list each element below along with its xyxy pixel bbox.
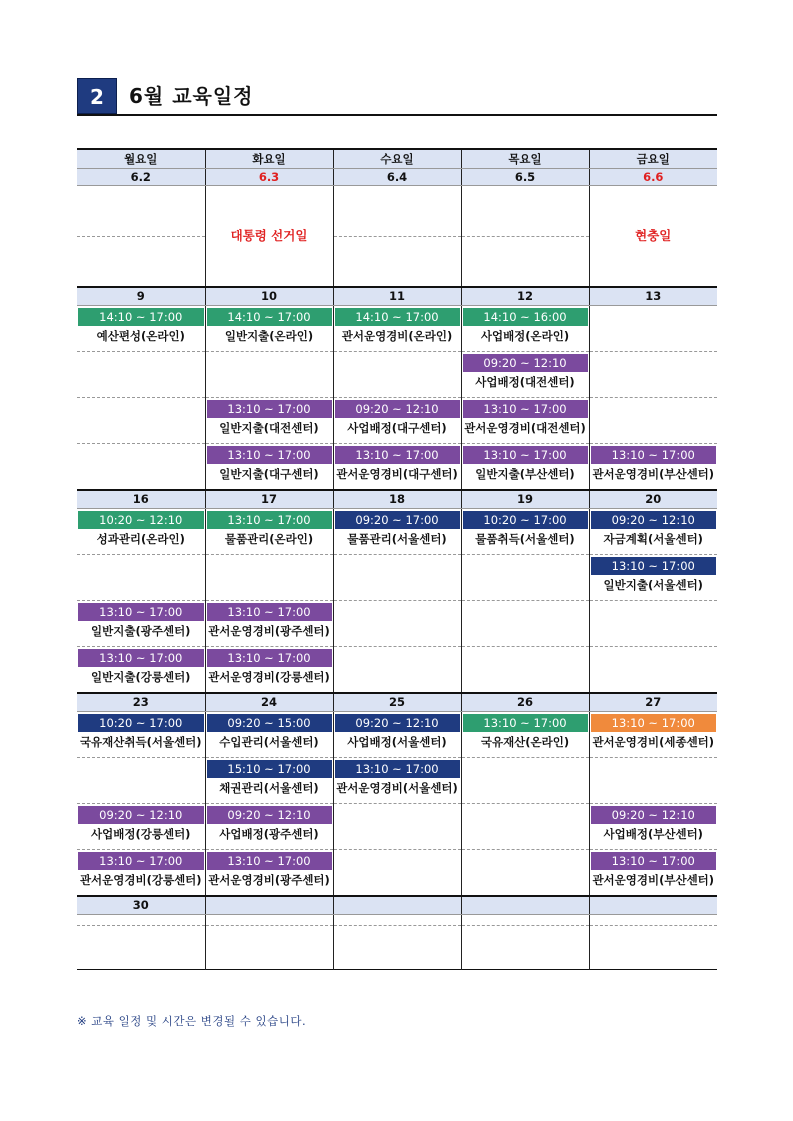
course-event bbox=[77, 852, 205, 895]
course-event bbox=[77, 308, 205, 351]
day-cell bbox=[333, 352, 461, 398]
course-event bbox=[462, 714, 589, 757]
course-time: 13:10 ~ 17:00 bbox=[207, 511, 332, 529]
course-time: 13:10 ~ 17:00 bbox=[207, 446, 332, 464]
day-cell bbox=[77, 647, 205, 694]
day-cell bbox=[333, 601, 461, 647]
day-cell bbox=[77, 555, 205, 601]
day-cell bbox=[205, 758, 333, 804]
course-name: 일반지출(대전센터) bbox=[219, 421, 319, 435]
course-time: 13:10 ~ 17:00 bbox=[207, 852, 332, 870]
course-event bbox=[462, 354, 589, 397]
day-cell bbox=[77, 758, 205, 804]
date-cell: 17 bbox=[205, 490, 333, 509]
date-cell: 20 bbox=[589, 490, 717, 509]
empty-slot bbox=[77, 352, 205, 395]
day-cell bbox=[589, 352, 717, 398]
course-time: 14:10 ~ 17:00 bbox=[207, 308, 332, 326]
holiday-label: 현충일 bbox=[635, 228, 672, 243]
course-name: 일반지출(강릉센터) bbox=[91, 670, 191, 684]
schedule-calendar bbox=[77, 148, 717, 970]
date-cell: 16 bbox=[77, 490, 205, 509]
course-time: 13:10 ~ 17:00 bbox=[78, 603, 204, 621]
empty-slot bbox=[590, 647, 718, 690]
date-cell: 6.4 bbox=[333, 169, 461, 186]
day-cell bbox=[461, 850, 589, 897]
course-name: 관서운영경비(온라인) bbox=[341, 329, 453, 343]
course-name: 물품취득(서울센터) bbox=[475, 532, 575, 546]
weekday-mon: 월요일 bbox=[77, 149, 205, 169]
date-cell bbox=[205, 896, 333, 915]
date-cell: 6.5 bbox=[461, 169, 589, 186]
course-name: 사업배정(대구센터) bbox=[347, 421, 447, 435]
course-event bbox=[206, 400, 333, 443]
date-cell: 13 bbox=[589, 287, 717, 306]
day-cell bbox=[333, 444, 461, 491]
course-time: 13:10 ~ 17:00 bbox=[207, 603, 332, 621]
course-event bbox=[206, 806, 333, 849]
day-cell bbox=[205, 186, 333, 288]
divider bbox=[334, 236, 461, 237]
date-cell: 18 bbox=[333, 490, 461, 509]
course-event bbox=[590, 714, 718, 757]
date-cell: 12 bbox=[461, 287, 589, 306]
course-event bbox=[77, 511, 205, 554]
course-time: 13:10 ~ 17:00 bbox=[78, 649, 204, 667]
course-name: 관서운영경비(강릉센터) bbox=[208, 670, 330, 684]
course-event bbox=[462, 400, 589, 443]
course-time: 10:20 ~ 17:00 bbox=[463, 511, 588, 529]
day-cell bbox=[589, 306, 717, 352]
date-cell: 30 bbox=[77, 896, 205, 915]
day-cell bbox=[77, 444, 205, 491]
divider bbox=[77, 925, 205, 926]
course-time: 13:10 ~ 17:00 bbox=[591, 557, 717, 575]
week-date-row bbox=[77, 490, 717, 509]
course-name: 일반지출(온라인) bbox=[224, 329, 314, 343]
day-cell bbox=[589, 804, 717, 850]
course-name: 관서운영경비(광주센터) bbox=[208, 873, 330, 887]
day-cell bbox=[205, 444, 333, 491]
course-time: 09:20 ~ 12:10 bbox=[591, 806, 717, 824]
day-cell bbox=[205, 712, 333, 758]
course-name: 관서운영경비(부산센터) bbox=[592, 467, 715, 481]
day-cell bbox=[205, 509, 333, 555]
day-cell bbox=[333, 647, 461, 694]
empty-slot bbox=[334, 352, 461, 395]
course-name: 사업배정(광주센터) bbox=[219, 827, 319, 841]
course-event bbox=[334, 400, 461, 443]
course-name: 국유재산(온라인) bbox=[480, 735, 570, 749]
day-cell bbox=[333, 712, 461, 758]
last-week-event-row bbox=[77, 915, 717, 970]
day-cell bbox=[333, 306, 461, 352]
course-event bbox=[334, 714, 461, 757]
day-cell bbox=[461, 186, 589, 288]
weekday-tue: 화요일 bbox=[205, 149, 333, 169]
day-cell bbox=[461, 915, 589, 970]
day-cell bbox=[205, 398, 333, 444]
empty-slot bbox=[334, 804, 461, 847]
course-event bbox=[206, 760, 333, 803]
course-event bbox=[206, 714, 333, 757]
divider bbox=[206, 925, 333, 926]
course-name: 관서운영경비(대구센터) bbox=[336, 467, 458, 481]
weekday-thu: 목요일 bbox=[461, 149, 589, 169]
empty-slot bbox=[77, 555, 205, 598]
page-title: 6월 교육일정 bbox=[129, 84, 254, 108]
day-cell bbox=[333, 398, 461, 444]
course-time: 13:10 ~ 17:00 bbox=[78, 852, 204, 870]
day-cell bbox=[333, 850, 461, 897]
day-cell bbox=[77, 306, 205, 352]
weekday-fri: 금요일 bbox=[589, 149, 717, 169]
day-cell bbox=[589, 712, 717, 758]
week1-event-row bbox=[77, 186, 717, 288]
course-event bbox=[334, 308, 461, 351]
date-cell: 24 bbox=[205, 693, 333, 712]
day-cell bbox=[205, 601, 333, 647]
course-event bbox=[77, 603, 205, 646]
empty-slot bbox=[334, 555, 461, 598]
divider bbox=[334, 925, 461, 926]
date-cell-holiday: 6.3 bbox=[205, 169, 333, 186]
empty-slot bbox=[206, 352, 333, 395]
day-cell bbox=[77, 601, 205, 647]
day-cell bbox=[205, 804, 333, 850]
day-cell bbox=[333, 509, 461, 555]
time-slot-row bbox=[77, 758, 717, 804]
day-cell bbox=[589, 555, 717, 601]
week1-date-row bbox=[77, 169, 717, 186]
course-name: 관서운영경비(부산센터) bbox=[592, 873, 715, 887]
course-name: 사업배정(강릉센터) bbox=[91, 827, 191, 841]
course-event bbox=[590, 446, 718, 489]
course-time: 13:10 ~ 17:00 bbox=[463, 714, 588, 732]
course-event bbox=[334, 511, 461, 554]
course-name: 일반지출(부산센터) bbox=[475, 467, 575, 481]
time-slot-row bbox=[77, 601, 717, 647]
course-name: 수입관리(서울센터) bbox=[219, 735, 319, 749]
time-slot-row bbox=[77, 804, 717, 850]
course-event bbox=[462, 446, 589, 489]
divider bbox=[462, 236, 589, 237]
course-time: 09:20 ~ 12:10 bbox=[591, 511, 717, 529]
day-cell bbox=[333, 804, 461, 850]
course-event bbox=[462, 308, 589, 351]
date-cell: 11 bbox=[333, 287, 461, 306]
course-event bbox=[206, 649, 333, 692]
course-name: 채권관리(서울센터) bbox=[219, 781, 319, 795]
course-time: 10:20 ~ 17:00 bbox=[78, 714, 204, 732]
section-header bbox=[77, 78, 717, 116]
course-event bbox=[206, 603, 333, 646]
course-name: 일반지출(광주센터) bbox=[91, 624, 191, 638]
date-cell: 23 bbox=[77, 693, 205, 712]
empty-slot bbox=[590, 398, 718, 441]
course-name: 관서운영경비(서울센터) bbox=[336, 781, 458, 795]
course-name: 국유재산취득(서울센터) bbox=[79, 735, 202, 749]
course-event bbox=[462, 511, 589, 554]
course-time: 09:20 ~ 12:10 bbox=[78, 806, 204, 824]
course-time: 09:20 ~ 15:00 bbox=[207, 714, 332, 732]
day-cell bbox=[461, 555, 589, 601]
day-cell bbox=[333, 915, 461, 970]
date-cell: 9 bbox=[77, 287, 205, 306]
course-time: 15:10 ~ 17:00 bbox=[207, 760, 332, 778]
day-cell bbox=[205, 352, 333, 398]
course-name: 관서운영경비(세종센터) bbox=[592, 735, 715, 749]
course-event bbox=[206, 446, 333, 489]
empty-slot bbox=[590, 306, 718, 349]
course-time: 13:10 ~ 17:00 bbox=[207, 649, 332, 667]
course-event bbox=[77, 649, 205, 692]
empty-slot bbox=[590, 352, 718, 395]
date-cell-holiday: 6.6 bbox=[589, 169, 717, 186]
course-time: 13:10 ~ 17:00 bbox=[335, 760, 460, 778]
course-name: 사업배정(대전센터) bbox=[475, 375, 575, 389]
course-time: 09:20 ~ 17:00 bbox=[335, 511, 460, 529]
day-cell bbox=[589, 444, 717, 491]
course-time: 13:10 ~ 17:00 bbox=[591, 446, 717, 464]
course-name: 자금계획(서울센터) bbox=[603, 532, 703, 546]
date-cell: 25 bbox=[333, 693, 461, 712]
course-time: 13:10 ~ 17:00 bbox=[207, 400, 332, 418]
time-slot-row bbox=[77, 712, 717, 758]
day-cell bbox=[77, 915, 205, 970]
date-cell: 19 bbox=[461, 490, 589, 509]
day-cell bbox=[205, 555, 333, 601]
course-time: 14:10 ~ 17:00 bbox=[335, 308, 460, 326]
empty-slot bbox=[462, 601, 589, 644]
course-name: 예산편성(온라인) bbox=[96, 329, 185, 343]
divider bbox=[77, 236, 205, 237]
course-name: 성과관리(온라인) bbox=[96, 532, 185, 546]
course-name: 물품관리(서울센터) bbox=[347, 532, 447, 546]
course-event bbox=[206, 852, 333, 895]
day-cell bbox=[77, 352, 205, 398]
divider bbox=[462, 925, 589, 926]
course-event bbox=[334, 760, 461, 803]
day-cell bbox=[589, 850, 717, 897]
time-slot-row bbox=[77, 444, 717, 491]
empty-slot bbox=[590, 601, 718, 644]
day-cell bbox=[205, 647, 333, 694]
week-date-row bbox=[77, 693, 717, 712]
course-time: 13:10 ~ 17:00 bbox=[463, 400, 588, 418]
course-time: 13:10 ~ 17:00 bbox=[463, 446, 588, 464]
date-cell: 10 bbox=[205, 287, 333, 306]
empty-slot bbox=[206, 555, 333, 598]
date-cell: 6.2 bbox=[77, 169, 205, 186]
day-cell bbox=[461, 398, 589, 444]
time-slot-row bbox=[77, 850, 717, 897]
day-cell bbox=[461, 601, 589, 647]
day-cell bbox=[589, 186, 717, 288]
day-cell bbox=[77, 712, 205, 758]
day-cell bbox=[77, 850, 205, 897]
day-cell bbox=[589, 398, 717, 444]
day-cell bbox=[77, 804, 205, 850]
course-name: 사업배정(서울센터) bbox=[347, 735, 447, 749]
date-cell bbox=[333, 896, 461, 915]
day-cell bbox=[461, 647, 589, 694]
course-event bbox=[77, 806, 205, 849]
holiday-label: 대통령 선거일 bbox=[230, 228, 308, 243]
time-slot-row bbox=[77, 509, 717, 555]
time-slot-row bbox=[77, 306, 717, 352]
schedule-note: ※ 교육 일정 및 시간은 변경될 수 있습니다. bbox=[77, 1014, 307, 1028]
course-name: 관서운영경비(대전센터) bbox=[464, 421, 586, 435]
week-date-row bbox=[77, 896, 717, 915]
course-name: 일반지출(서울센터) bbox=[603, 578, 703, 592]
day-cell bbox=[589, 915, 717, 970]
day-cell bbox=[205, 306, 333, 352]
date-cell: 26 bbox=[461, 693, 589, 712]
day-cell bbox=[333, 555, 461, 601]
course-time: 14:10 ~ 17:00 bbox=[78, 308, 204, 326]
course-name: 사업배정(부산센터) bbox=[603, 827, 703, 841]
course-event bbox=[206, 511, 333, 554]
time-slot-row bbox=[77, 398, 717, 444]
day-cell bbox=[77, 398, 205, 444]
day-cell bbox=[205, 915, 333, 970]
course-name: 관서운영경비(강릉센터) bbox=[79, 873, 202, 887]
empty-slot bbox=[77, 444, 205, 487]
date-cell: 27 bbox=[589, 693, 717, 712]
weekday-header-row bbox=[77, 149, 717, 169]
day-cell bbox=[461, 758, 589, 804]
empty-slot bbox=[334, 647, 461, 690]
day-cell bbox=[461, 444, 589, 491]
day-cell bbox=[589, 647, 717, 694]
course-event bbox=[206, 308, 333, 351]
day-cell bbox=[333, 758, 461, 804]
day-cell bbox=[461, 712, 589, 758]
time-slot-row bbox=[77, 555, 717, 601]
course-time: 13:10 ~ 17:00 bbox=[591, 714, 717, 732]
course-name: 물품관리(온라인) bbox=[224, 532, 314, 546]
date-cell bbox=[589, 896, 717, 915]
day-cell bbox=[333, 186, 461, 288]
empty-slot bbox=[462, 804, 589, 847]
empty-slot bbox=[462, 555, 589, 598]
course-event bbox=[590, 511, 718, 554]
empty-slot bbox=[590, 758, 718, 801]
course-time: 09:20 ~ 12:10 bbox=[463, 354, 588, 372]
section-number: 2 bbox=[77, 78, 117, 114]
course-event bbox=[77, 714, 205, 757]
day-cell bbox=[461, 804, 589, 850]
course-time: 09:20 ~ 12:10 bbox=[335, 714, 460, 732]
course-name: 일반지출(대구센터) bbox=[219, 467, 319, 481]
divider bbox=[590, 925, 718, 926]
empty-slot bbox=[334, 601, 461, 644]
course-time: 09:20 ~ 12:10 bbox=[207, 806, 332, 824]
course-name: 사업배정(온라인) bbox=[480, 329, 570, 343]
course-event bbox=[590, 557, 718, 600]
course-time: 13:10 ~ 17:00 bbox=[335, 446, 460, 464]
empty-slot bbox=[334, 850, 461, 893]
course-time: 09:20 ~ 12:10 bbox=[335, 400, 460, 418]
day-cell bbox=[589, 509, 717, 555]
day-cell bbox=[77, 509, 205, 555]
course-time: 14:10 ~ 16:00 bbox=[463, 308, 588, 326]
day-cell bbox=[205, 850, 333, 897]
day-cell bbox=[461, 306, 589, 352]
empty-slot bbox=[462, 850, 589, 893]
week-date-row bbox=[77, 287, 717, 306]
weekday-wed: 수요일 bbox=[333, 149, 461, 169]
time-slot-row bbox=[77, 647, 717, 694]
course-event bbox=[334, 446, 461, 489]
time-slot-row bbox=[77, 352, 717, 398]
course-name: 관서운영경비(광주센터) bbox=[208, 624, 330, 638]
day-cell bbox=[461, 509, 589, 555]
empty-slot bbox=[77, 758, 205, 801]
day-cell bbox=[589, 601, 717, 647]
day-cell bbox=[589, 758, 717, 804]
empty-slot bbox=[462, 647, 589, 690]
day-cell bbox=[461, 352, 589, 398]
empty-slot bbox=[77, 398, 205, 441]
course-event bbox=[590, 852, 718, 895]
empty-slot bbox=[462, 758, 589, 801]
date-cell bbox=[461, 896, 589, 915]
course-time: 13:10 ~ 17:00 bbox=[591, 852, 717, 870]
course-time: 10:20 ~ 12:10 bbox=[78, 511, 204, 529]
day-cell bbox=[77, 186, 205, 288]
course-event bbox=[590, 806, 718, 849]
